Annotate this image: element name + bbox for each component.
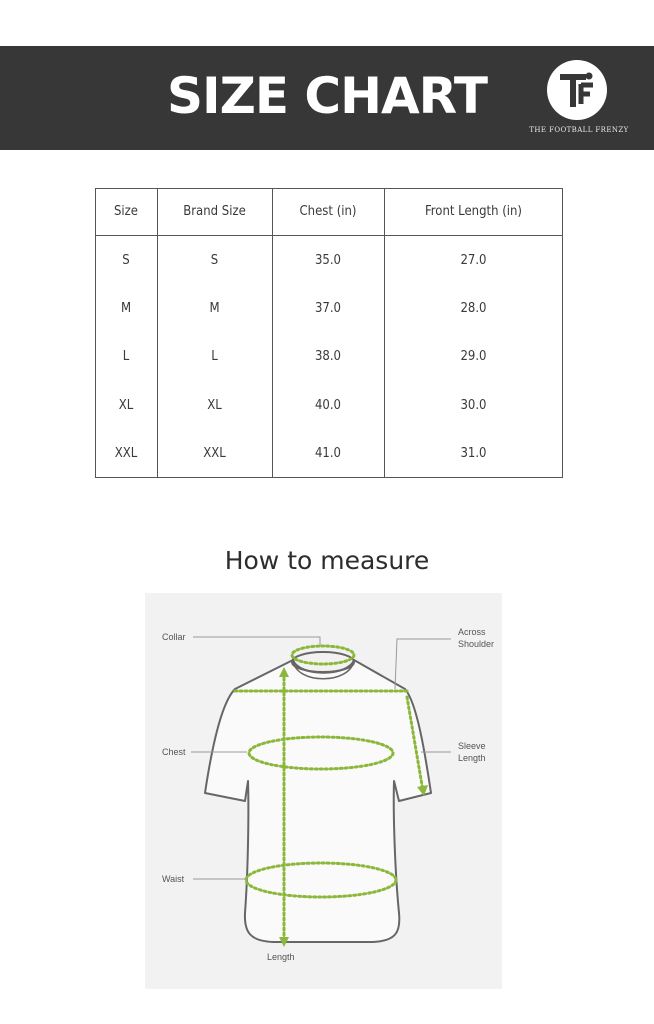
- cell-brand-size: M: [209, 301, 220, 317]
- label-length: Length: [267, 952, 295, 962]
- measure-guide-title: How to measure: [224, 546, 430, 575]
- table-row: [95, 333, 563, 381]
- column-divider: [384, 188, 385, 478]
- table-row: [95, 284, 563, 332]
- column-header-size: Size: [95, 188, 157, 236]
- label-chest: Chest: [162, 747, 186, 757]
- cell-size: M: [120, 301, 132, 317]
- cell-front-length: 29.0: [460, 349, 487, 365]
- label-across-shoulder: Across Shoulder: [458, 627, 495, 649]
- column-divider: [272, 188, 273, 478]
- label-sleeve-length: Sleeve Length: [458, 741, 486, 763]
- tshirt-diagram: [145, 593, 502, 989]
- cell-brand-size: XXL: [203, 446, 226, 462]
- cell-brand-size: XL: [207, 397, 222, 413]
- cell-size: XXL: [114, 446, 138, 462]
- cell-size: XL: [118, 397, 134, 413]
- column-header-front-length: Front Length (in): [384, 188, 563, 236]
- table-row: [95, 430, 563, 478]
- cell-chest: 35.0: [314, 252, 342, 268]
- cell-brand-size: L: [211, 349, 218, 365]
- tf-logo-icon: [547, 60, 607, 120]
- brand-name: THE FOOTBALL FRENZY: [529, 126, 629, 134]
- cell-chest: 41.0: [314, 446, 342, 462]
- page-title: SIZE CHART: [166, 67, 488, 125]
- tshirt-outline: [205, 660, 431, 942]
- cell-brand-size: S: [210, 252, 219, 268]
- table-header-row: [95, 188, 563, 236]
- cell-size: L: [122, 349, 130, 365]
- table-row: [95, 381, 563, 429]
- cell-size: S: [122, 252, 130, 268]
- column-header-brand-size: Brand Size: [157, 188, 272, 236]
- label-waist: Waist: [162, 874, 185, 884]
- measure-diagram: [145, 593, 502, 989]
- cell-front-length: 30.0: [460, 397, 487, 413]
- size-table: [95, 188, 563, 478]
- cell-front-length: 27.0: [460, 252, 487, 268]
- cell-front-length: 28.0: [460, 301, 487, 317]
- header-banner: [0, 46, 654, 150]
- cell-front-length: 31.0: [460, 446, 487, 462]
- cell-chest: 40.0: [314, 397, 342, 413]
- table-row: [95, 236, 563, 285]
- column-divider: [157, 188, 158, 478]
- cell-chest: 37.0: [314, 301, 342, 317]
- label-collar: Collar: [162, 632, 186, 642]
- cell-chest: 38.0: [314, 349, 342, 365]
- column-header-chest: Chest (in): [272, 188, 384, 236]
